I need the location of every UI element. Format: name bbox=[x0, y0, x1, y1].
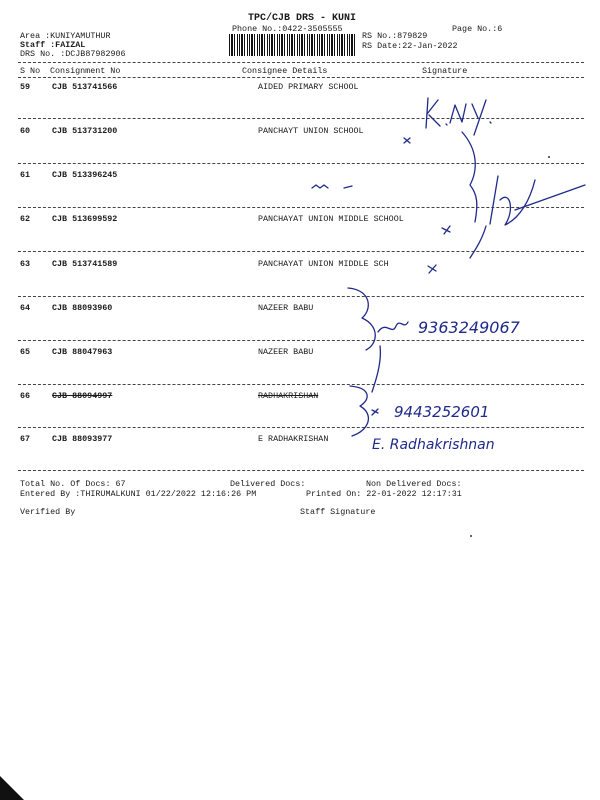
entered-by: Entered By :THIRUMALKUNI 01/22/2022 12:16:26 PM bbox=[20, 489, 257, 499]
column-header-consignee: Consignee Details bbox=[242, 66, 328, 76]
row-sno: 64 bbox=[20, 303, 31, 313]
page-corner bbox=[0, 776, 24, 800]
row-consignment-no: CJB 513396245 bbox=[52, 170, 118, 180]
page-number: Page No.:6 bbox=[452, 24, 503, 34]
signature-stroke bbox=[446, 124, 447, 125]
signature-stroke bbox=[450, 104, 466, 123]
handwritten-phone-1: 9363249067 bbox=[418, 318, 520, 337]
row-consignee: PANCHAYAT UNION MIDDLE SCH bbox=[258, 259, 389, 269]
row-consignee: E RADHAKRISHAN bbox=[258, 434, 329, 444]
tick-mark bbox=[404, 138, 410, 143]
row-consignee: NAZEER BABU bbox=[258, 303, 314, 313]
signature-stroke bbox=[372, 346, 380, 392]
row-consignment-no: CJB 88093960 bbox=[52, 303, 113, 313]
staff-label: Staff :FAIZAL bbox=[20, 40, 86, 50]
row-consignee: PANCHAYT UNION SCHOOL bbox=[258, 126, 364, 136]
column-header-consignment: Consignment No bbox=[50, 66, 121, 76]
signature-stroke bbox=[348, 288, 375, 350]
row-consignment-no: CJB 88047963 bbox=[52, 347, 113, 357]
row-consignment-no: CJB 513741566 bbox=[52, 82, 118, 92]
row-consignment-no: CJB 88094997 bbox=[52, 391, 113, 401]
non-delivered-docs: Non Delivered Docs: bbox=[366, 479, 462, 489]
row-sno: 62 bbox=[20, 214, 31, 224]
tick-mark bbox=[372, 409, 378, 415]
signature-stroke bbox=[462, 132, 477, 222]
tick-mark bbox=[428, 265, 436, 273]
signature-stroke bbox=[426, 98, 440, 128]
signature-stroke bbox=[350, 386, 368, 436]
handwritten-phone-2: 9443252601 bbox=[394, 403, 490, 421]
scan-speck bbox=[470, 535, 472, 537]
row-sno: 67 bbox=[20, 434, 31, 444]
handwritten-signature-e: E. Radhakrishnan bbox=[372, 437, 495, 453]
signature-stroke bbox=[472, 100, 486, 135]
row-sno: 63 bbox=[20, 259, 31, 269]
column-header-signature: Signature bbox=[422, 66, 468, 76]
rs-date: RS Date:22-Jan-2022 bbox=[362, 41, 458, 51]
verified-by: Verified By bbox=[20, 507, 76, 517]
row-consignment-no: CJB 513699592 bbox=[52, 214, 118, 224]
signature-stroke bbox=[378, 322, 408, 332]
row-sno: 66 bbox=[20, 391, 31, 401]
row-consignment-no: CJB 513731200 bbox=[52, 126, 118, 136]
staff-signature-label: Staff Signature bbox=[300, 507, 376, 517]
column-header-sno: S No bbox=[20, 66, 41, 76]
signature-stroke bbox=[490, 176, 535, 225]
scan-speck bbox=[548, 156, 550, 158]
signature-stroke bbox=[312, 185, 328, 188]
signature-stroke bbox=[490, 122, 491, 123]
total-docs: Total No. Of Docs: 67 bbox=[20, 479, 126, 489]
row-sno: 59 bbox=[20, 82, 31, 92]
signature-stroke bbox=[344, 186, 352, 188]
signature-stroke bbox=[470, 226, 486, 258]
document-title: TPC/CJB DRS - KUNI bbox=[248, 13, 357, 24]
printed-on: Printed On: 22-01-2022 12:17:31 bbox=[306, 489, 462, 499]
row-sno: 60 bbox=[20, 126, 31, 136]
row-sno: 65 bbox=[20, 347, 31, 357]
drs-number: DRS No. :DCJB87982906 bbox=[20, 49, 126, 59]
tick-mark bbox=[442, 226, 450, 234]
phone-number: Phone No.:0422-3505555 bbox=[232, 24, 343, 34]
row-consignee: PANCHAYAT UNION MIDDLE SCHOOL bbox=[258, 214, 404, 224]
row-consignment-no: CJB 88093977 bbox=[52, 434, 113, 444]
row-consignee: NAZEER BABU bbox=[258, 347, 314, 357]
row-consignment-no: CJB 513741589 bbox=[52, 259, 118, 269]
area-label: Area :KUNIYAMUTHUR bbox=[20, 31, 111, 41]
row-sno: 61 bbox=[20, 170, 31, 180]
signature-stroke bbox=[515, 185, 585, 210]
rs-number: RS No.:879829 bbox=[362, 31, 428, 41]
delivered-docs: Delivered Docs: bbox=[230, 479, 306, 489]
row-consignee: RADHAKRISHAN bbox=[258, 391, 319, 401]
row-consignee: AIDED PRIMARY SCHOOL bbox=[258, 82, 359, 92]
